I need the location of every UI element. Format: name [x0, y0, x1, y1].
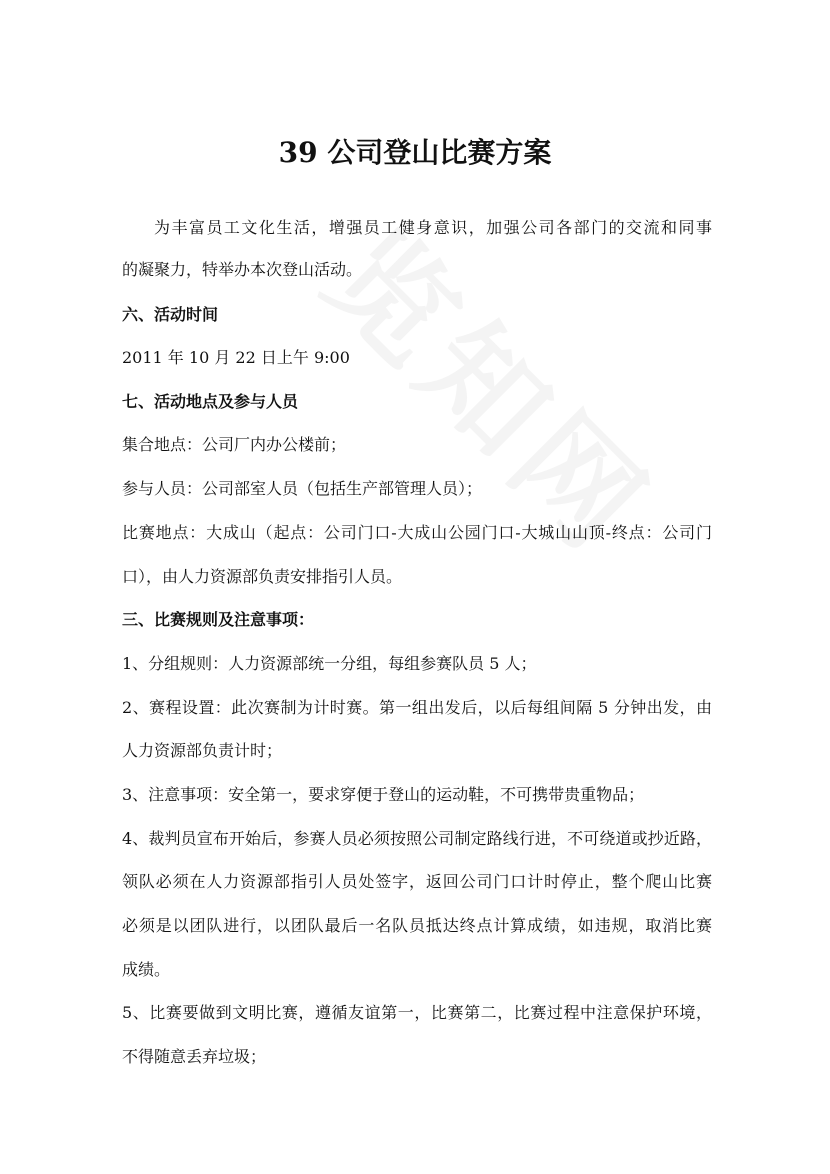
event-datetime: 2011 年 10 月 22 日上午 9:00 — [122, 348, 350, 367]
rule-5-line-2: 不得随意丢弃垃圾； — [122, 1047, 267, 1066]
rule-1: 1、分组规则：人力资源部统一分组，每组参赛队员 5 人； — [122, 654, 537, 673]
rule-5-line-1: 5、比赛要做到文明比赛，遵循友谊第一，比赛第二，比赛过程中注意保护环境， — [122, 1003, 712, 1022]
assembly-location: 集合地点：公司厂内办公楼前； — [122, 435, 347, 454]
section-heading-location: 七、活动地点及参与人员 — [122, 392, 299, 411]
race-location-line-1: 比赛地点：大成山（起点：公司门口-大成山公园门口-大城山山顶-终点：公司门 — [122, 523, 712, 542]
rule-4-line-3: 必须是以团队进行，以团队最后一名队员抵达终点计算成绩，如违规，取消比赛 — [122, 916, 712, 935]
race-location-line-2: 口），由人力资源部负责安排指引人员。 — [122, 567, 403, 586]
rule-2-line-2: 人力资源部负责计时； — [122, 741, 283, 760]
section-heading-time: 六、活动时间 — [122, 305, 219, 324]
document-title: 39 公司登山比赛方案 — [278, 136, 552, 169]
intro-paragraph-line-2: 的凝聚力，特举办本次登山活动。 — [122, 260, 363, 279]
intro-paragraph-line-1: 为丰富员工文化生活，增强员工健身意识，加强公司各部门的交流和同事 — [154, 218, 712, 237]
section-heading-rules: 三、比赛规则及注意事项： — [122, 610, 315, 629]
rule-2-line-1: 2、赛程设置：此次赛制为计时赛。第一组出发后，以后每组间隔 5 分钟出发，由 — [122, 698, 712, 717]
participants: 参与人员：公司部室人员（包括生产部管理人员）； — [122, 479, 483, 498]
rule-4-line-1: 4、裁判员宣布开始后，参赛人员必须按照公司制定路线行进，不可绕道或抄近路， — [122, 829, 712, 848]
rule-3: 3、注意事项：安全第一，要求穿便于登山的运动鞋，不可携带贵重物品； — [122, 785, 645, 804]
rule-4-line-2: 领队必须在人力资源部指引人员处签字，返回公司门口计时停止，整个爬山比赛 — [122, 872, 712, 891]
rule-4-line-4: 成绩。 — [122, 960, 171, 979]
